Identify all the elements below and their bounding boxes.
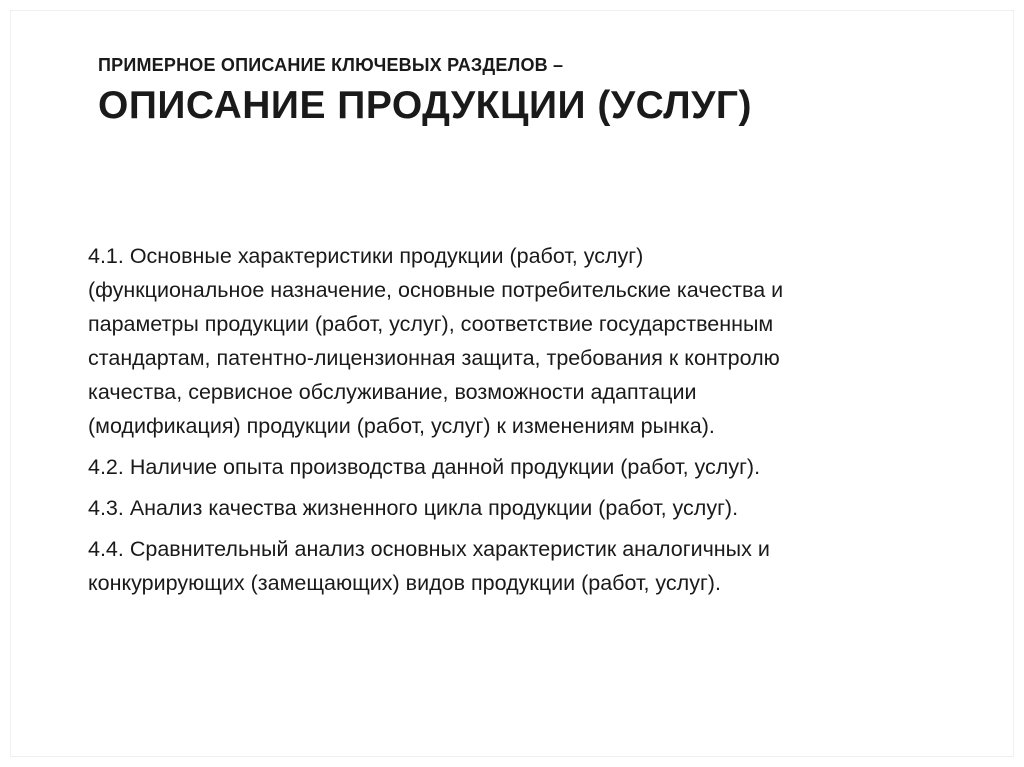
slide-title: ОПИСАНИЕ ПРОДУКЦИИ (УСЛУГ) (98, 84, 753, 127)
text-line: качества, сервисное обслуживание, возможности адаптации (88, 380, 697, 404)
list-item-4-2 (88, 450, 958, 484)
slide-content (88, 239, 958, 607)
text-line: 4.4. Сравнительный анализ основных характеристик аналогичных и (88, 537, 770, 561)
text-line: 4.3. Анализ качества жизненного цикла продукции (работ, услуг). (88, 496, 739, 520)
text-line: конкурирующих (замещающих) видов продукции (работ, услуг). (88, 571, 721, 595)
slide-subtitle: ПРИМЕРНОЕ ОПИСАНИЕ КЛЮЧЕВЫХ РАЗДЕЛОВ – (98, 55, 564, 75)
text-line: 4.2. Наличие опыта производства данной продукции (работ, услуг). (88, 455, 761, 479)
text-line: стандартам, патентно-лицензионная защита, требования к контролю (88, 346, 780, 370)
text-line: параметры продукции (работ, услуг), соответствие государственным (88, 312, 774, 336)
text-line: (модификация) продукции (работ, услуг) к изменениям рынка). (88, 414, 715, 438)
list-item-4-3 (88, 491, 958, 525)
text-line: (функциональное назначение, основные потребительские качества и (88, 278, 784, 302)
text-line: 4.1. Основные характеристики продукции (работ, услуг) (88, 244, 644, 268)
list-item-4-1 (88, 239, 958, 443)
list-item-4-4 (88, 532, 958, 600)
